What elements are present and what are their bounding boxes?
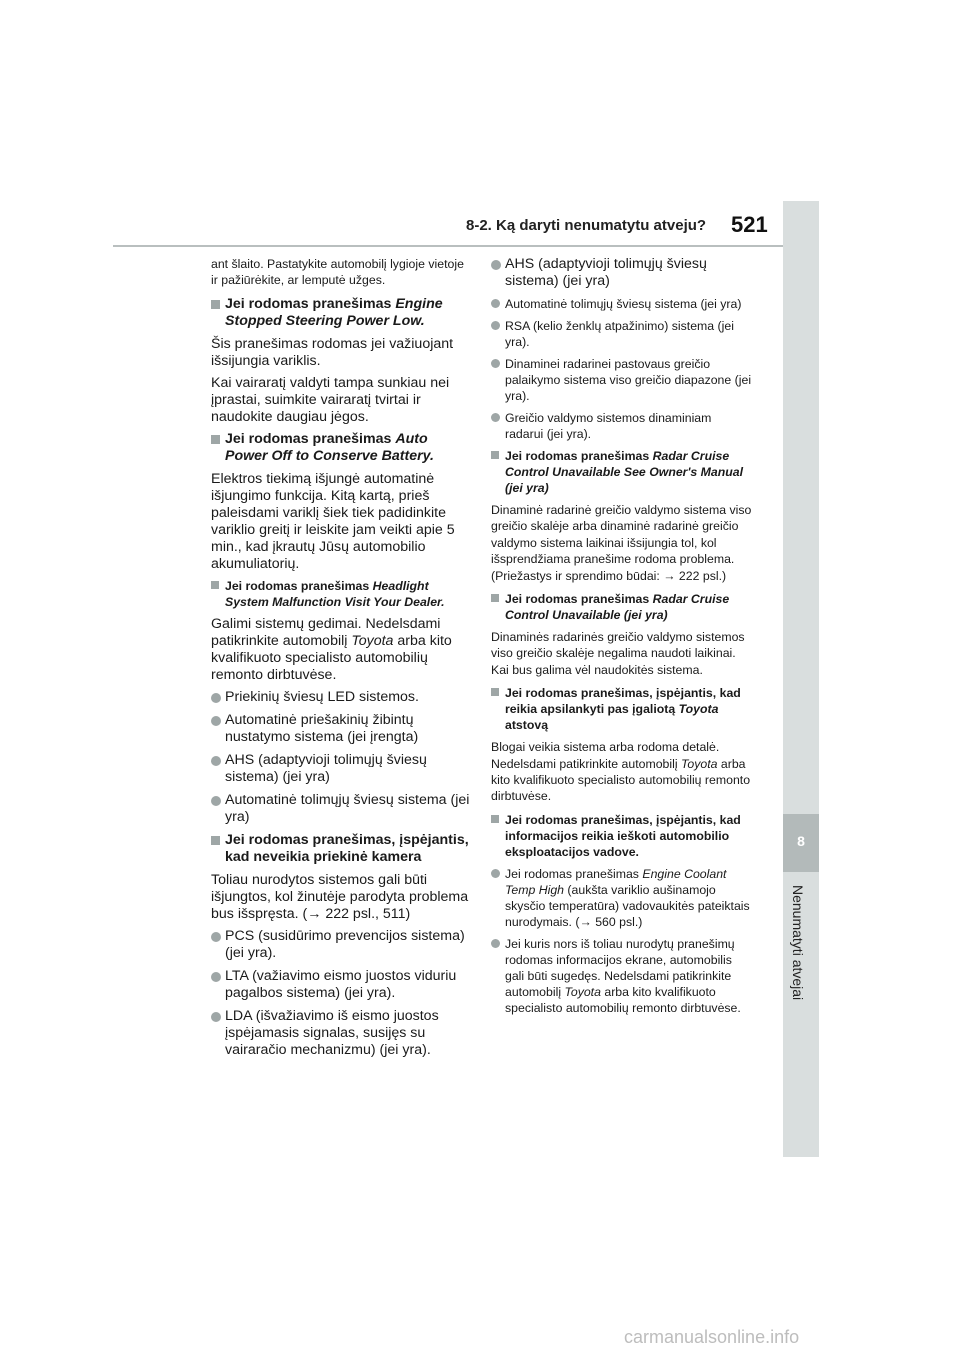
square-bullet-icon — [211, 581, 219, 589]
section-heading: Jei rodomas pranešimas Radar Cruise Control Unavailable See Owner's Manual (jei yra) — [491, 448, 753, 496]
list-item: LTA (važiavimo eismo juostos viduriu pagalbos sistema) (jei yra). — [211, 968, 473, 1002]
paragraph: Kai vairaratį valdyti tampa sunkiau nei įprastai, suimkite vairaratį tvirtai ir naudokite daugiau jėgos. — [211, 374, 450, 425]
paragraph: Elektros tiekimą išjungė automatinė išjungimo funkcija. Kitą kartą, prieš paleisdami variklį šiek tiek padidinkite variklio greitį ir leiskite jam veikti apie 5 min., kad įkrautų Jūsų automobilio akumuliatorių. — [211, 470, 455, 572]
list-item: Automatinė priešakinių žibintų nustatymo sistema (jei įrengta) — [211, 712, 473, 746]
chapter-number: 8 — [797, 833, 805, 849]
square-bullet-icon — [491, 451, 499, 459]
square-bullet-icon — [211, 435, 220, 444]
paragraph: Toliau nurodytos sistemos gali būti išjungtos, kol žinutėje parodyta problema bus išspręsta. (→ 222 psl., 511) — [211, 871, 469, 922]
bullet-dot-icon — [491, 939, 500, 948]
paragraph: Šis pranešimas rodomas jei važiuojant išsijungia variklis. — [211, 335, 454, 369]
list-item: AHS (adaptyvioji tolimųjų šviesų sistema) (jei yra) — [211, 752, 473, 786]
paragraph: Dinaminė radarinė greičio valdymo sistema viso greičio skalėje arba dinaminė radarinė greičio valdymo sistema laikinai išsijungia tol, kol išsprendžiama pranešime rodoma problema. (Priežastys ir sprendimo būdai: → 222 psl.) — [491, 503, 752, 583]
bullet-dot-icon — [211, 693, 221, 703]
section-heading: Jei rodomas pranešimas Auto Power Off to Conserve Battery. — [211, 431, 473, 465]
paragraph: Galimi sistemų gedimai. Nedelsdami patikrinkite automobilį Toyota arba kito kvalifikuoto specialisto automobilių remonto dirbtuvėse. — [211, 615, 452, 683]
paragraph: Blogai veikia sistema arba rodoma detalė. Nedelsdami patikrinkite automobilį Toyota arba kito kvalifikuoto specialisto automobilių remonto dirbtuvėse. — [491, 740, 751, 804]
bullet-dot-icon — [491, 260, 501, 270]
square-bullet-icon — [211, 836, 220, 845]
list-item: Jei kuris nors iš toliau nurodytų pranešimų rodomas informacijos ekrane, automobilis gali būti sugedęs. Nedelsdami patikrinkite automobilį Toyota arba kito kvalifikuoto specialisto automobilių remonto dirbtuvėse. — [491, 936, 753, 1016]
bullet-dot-icon — [211, 932, 221, 942]
bullet-dot-icon — [211, 972, 221, 982]
header-rule — [113, 245, 783, 247]
watermark: carmanualsonline.info — [624, 1327, 800, 1347]
bullet-dot-icon — [211, 756, 221, 766]
bullet-dot-icon — [211, 1012, 221, 1022]
square-bullet-icon — [491, 688, 499, 696]
list-item: PCS (susidūrimo prevencijos sistema) (jei yra). — [211, 928, 473, 962]
list-item: Dinaminei radarinei pastovaus greičio palaikymo sistema viso greičio diapazone (jei yra). — [491, 356, 753, 404]
list-item: Automatinė tolimųjų šviesų sistema (jei yra) — [211, 792, 473, 826]
list-item: Greičio valdymo sistemos dinaminiam radarui (jei yra). — [491, 410, 753, 442]
square-bullet-icon — [491, 594, 499, 602]
bullet-dot-icon — [491, 321, 500, 330]
bullet-dot-icon — [491, 299, 500, 308]
section-heading: Jei rodomas pranešimas Radar Cruise Control Unavailable (jei yra) — [491, 591, 753, 623]
header-title: 8-2. Ką daryti nenumatytu atveju? — [466, 217, 707, 234]
right-column — [491, 256, 753, 1022]
bullet-dot-icon — [491, 869, 500, 878]
bullet-dot-icon — [491, 413, 500, 422]
square-bullet-icon — [491, 815, 499, 823]
list-item: Priekinių šviesų LED sistemos. — [211, 689, 473, 706]
paragraph: Dinaminės radarinės greičio valdymo sistemos viso greičio skalėje negalima naudoti laikinai. Kai bus galima vėl naudokitės sistema. — [491, 630, 745, 677]
page-number: 521 — [731, 212, 768, 237]
bullet-dot-icon — [491, 359, 500, 368]
chapter-title: Nenumatyti atvejai — [790, 885, 806, 1001]
list-item: Jei rodomas pranešimas Engine Coolant Temp High (aukšta variklio aušinamojo skysčio temperatūra) vadovaukitės pateiktais nurodymais. (→ 560 psl.) — [491, 866, 753, 930]
list-item: AHS (adaptyvioji tolimųjų šviesų sistema) (jei yra) — [491, 256, 753, 290]
square-bullet-icon — [211, 300, 220, 309]
section-heading: Jei rodomas pranešimas Headlight System Malfunction Visit Your Dealer. — [211, 578, 473, 610]
list-item: LDA (išvažiavimo iš eismo juostos įspėjamasis signalas, susijęs su vairaračio mechanizmu) (jei yra). — [211, 1008, 473, 1059]
left-column — [211, 256, 473, 1065]
section-heading: Jei rodomas pranešimas Engine Stopped Steering Power Low. — [211, 296, 473, 330]
section-heading: Jei rodomas pranešimas, įspėjantis, kad neveikia priekinė kamera — [211, 832, 473, 866]
side-tab — [783, 201, 819, 1157]
list-item: RSA (kelio ženklų atpažinimo) sistema (jei yra). — [491, 318, 753, 350]
bullet-dot-icon — [211, 796, 221, 806]
section-heading: Jei rodomas pranešimas, įspėjantis, kad informacijos reikia ieškoti automobilio eksploatacijos vadove. — [491, 812, 753, 860]
list-item: Automatinė tolimųjų šviesų sistema (jei yra) — [491, 296, 753, 312]
intro-text: ant šlaito. Pastatykite automobilį lygioje vietoje ir pažiūrėkite, ar lemputė užges. — [211, 257, 464, 288]
section-heading: Jei rodomas pranešimas, įspėjantis, kad reikia apsilankyti pas įgaliotą Toyota atstovą — [491, 685, 753, 733]
bullet-dot-icon — [211, 716, 221, 726]
